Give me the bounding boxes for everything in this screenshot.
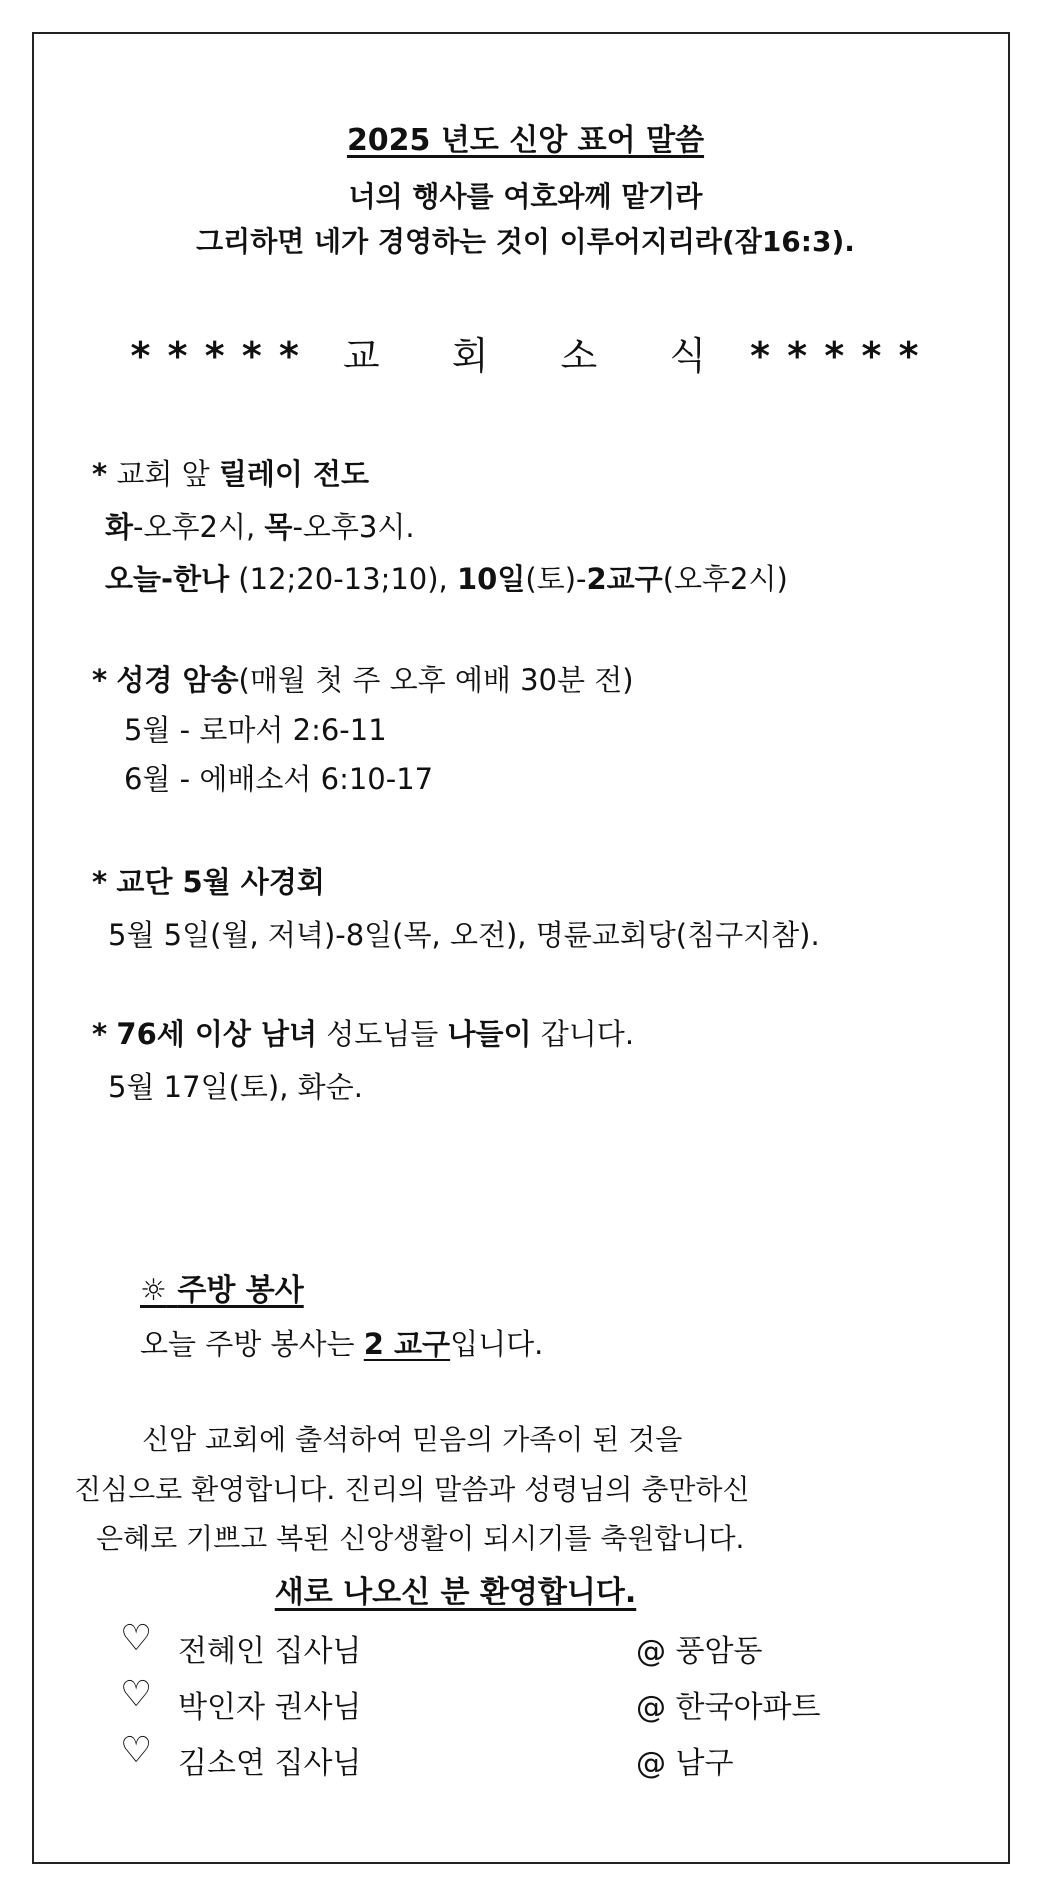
relay-heading-bold: 릴레이 전도 — [218, 457, 370, 491]
bullet-star: * — [92, 1017, 108, 1051]
kitchen-text-c: 입니다. — [450, 1327, 544, 1361]
bullet-star: * — [92, 663, 108, 697]
news-char: 교 — [342, 334, 382, 378]
relay-day-tue: 화 — [105, 510, 134, 544]
relay-heading — [92, 452, 369, 493]
motto-line-2: 그리하면 네가 경영하는 것이 이루어지리라(잠16:3). — [196, 225, 855, 258]
outing-trip: 나들이 — [447, 1017, 532, 1051]
stars-right: * * * * * — [750, 334, 921, 378]
welcome-para-1: 신암 교회에 출석하여 믿음의 가족이 된 것을 — [142, 1423, 683, 1456]
news-char: 회 — [451, 334, 491, 378]
relay-today-time: (12;20-13;10), — [229, 562, 457, 596]
newcomer-name: 전혜인 집사님 — [178, 1634, 362, 1669]
at-icon: @ — [636, 1746, 666, 1781]
kitchen-district: 2 교구 — [363, 1327, 451, 1361]
newcomer-name: 박인자 권사님 — [178, 1690, 362, 1725]
outing-go: 갑니다. — [531, 1017, 635, 1051]
relay-day: (토)- — [525, 562, 587, 596]
bullet-star: * — [92, 457, 108, 491]
newcomer-name: 김소연 집사님 — [178, 1746, 362, 1781]
relay-day-thu: 목 — [264, 510, 293, 544]
church-news-heading — [0, 325, 1051, 380]
relay-date: 10일 — [457, 562, 526, 596]
heart-icon: ♡ — [120, 1730, 153, 1771]
newcomer-place-text: 남구 — [675, 1746, 734, 1781]
motto-line-1: 너의 행사를 여호와께 맡기라 — [348, 180, 703, 213]
welcome-title-text: 새로 나오신 분 환영합니다. — [274, 1575, 637, 1610]
heart-icon: ♡ — [120, 1618, 153, 1659]
outing-heading — [92, 1012, 634, 1053]
relay-heading-plain: 교회 앞 — [116, 457, 210, 491]
bullet-star: * — [92, 865, 108, 899]
kitchen-line — [140, 1322, 543, 1363]
conference-line: 5월 5일(월, 저녁)-8일(목, 오전), 명륜교회당(침구지참). — [108, 918, 820, 952]
at-icon: @ — [636, 1690, 666, 1725]
relay-time-tue: -오후2시, — [133, 510, 265, 544]
bible-heading — [92, 658, 634, 699]
newcomer-place-text: 풍암동 — [675, 1634, 763, 1669]
motto-title: 2025 년도 신앙 표어 말씀 — [346, 123, 705, 158]
bible-may: 5월 - 로마서 2:6-11 — [124, 713, 387, 747]
kitchen-heading — [140, 1265, 304, 1309]
relay-district: 2교구 — [586, 562, 663, 596]
newcomer-place-text: 한국아파트 — [675, 1690, 821, 1725]
newcomer-place — [636, 1682, 820, 1726]
relay-time-thu: -오후3시. — [292, 510, 415, 544]
heart-icon: ♡ — [120, 1674, 153, 1715]
outing-members: 성도님들 — [317, 1017, 448, 1051]
relay-district-time: (오후2시) — [662, 562, 788, 596]
stars-left: * * * * * — [130, 334, 301, 378]
newcomer-place — [636, 1626, 763, 1670]
outing-line: 5월 17일(토), 화순. — [108, 1070, 363, 1104]
conference-heading-bold: 교단 5월 사경회 — [116, 865, 325, 899]
bible-heading-bold: 성경 암송 — [116, 663, 239, 697]
outing-seniors: 76세 이상 남녀 — [116, 1017, 318, 1051]
sun-icon: ☼ — [140, 1273, 167, 1308]
welcome-para-2: 진심으로 환영합니다. 진리의 말씀과 성령님의 충만하신 — [74, 1473, 750, 1506]
conference-heading — [92, 860, 325, 901]
kitchen-text-a: 오늘 주방 봉사는 — [140, 1327, 364, 1361]
welcome-title — [0, 1567, 1051, 1611]
bible-june: 6월 - 에배소서 6:10-17 — [124, 762, 434, 796]
relay-today: 오늘-한나 — [105, 562, 230, 596]
welcome-para-3: 은혜로 기쁘고 복된 신앙생활이 되시기를 축원합니다. — [96, 1522, 745, 1555]
news-char: 소 — [560, 334, 600, 378]
kitchen-title: 주방 봉사 — [177, 1273, 304, 1308]
newcomer-place — [636, 1738, 734, 1782]
bible-heading-plain: (매월 첫 주 오후 예배 30분 전) — [238, 663, 634, 697]
news-char: 식 — [669, 334, 709, 378]
relay-line-1 — [105, 505, 415, 546]
relay-line-2 — [105, 557, 788, 598]
at-icon: @ — [636, 1634, 666, 1669]
